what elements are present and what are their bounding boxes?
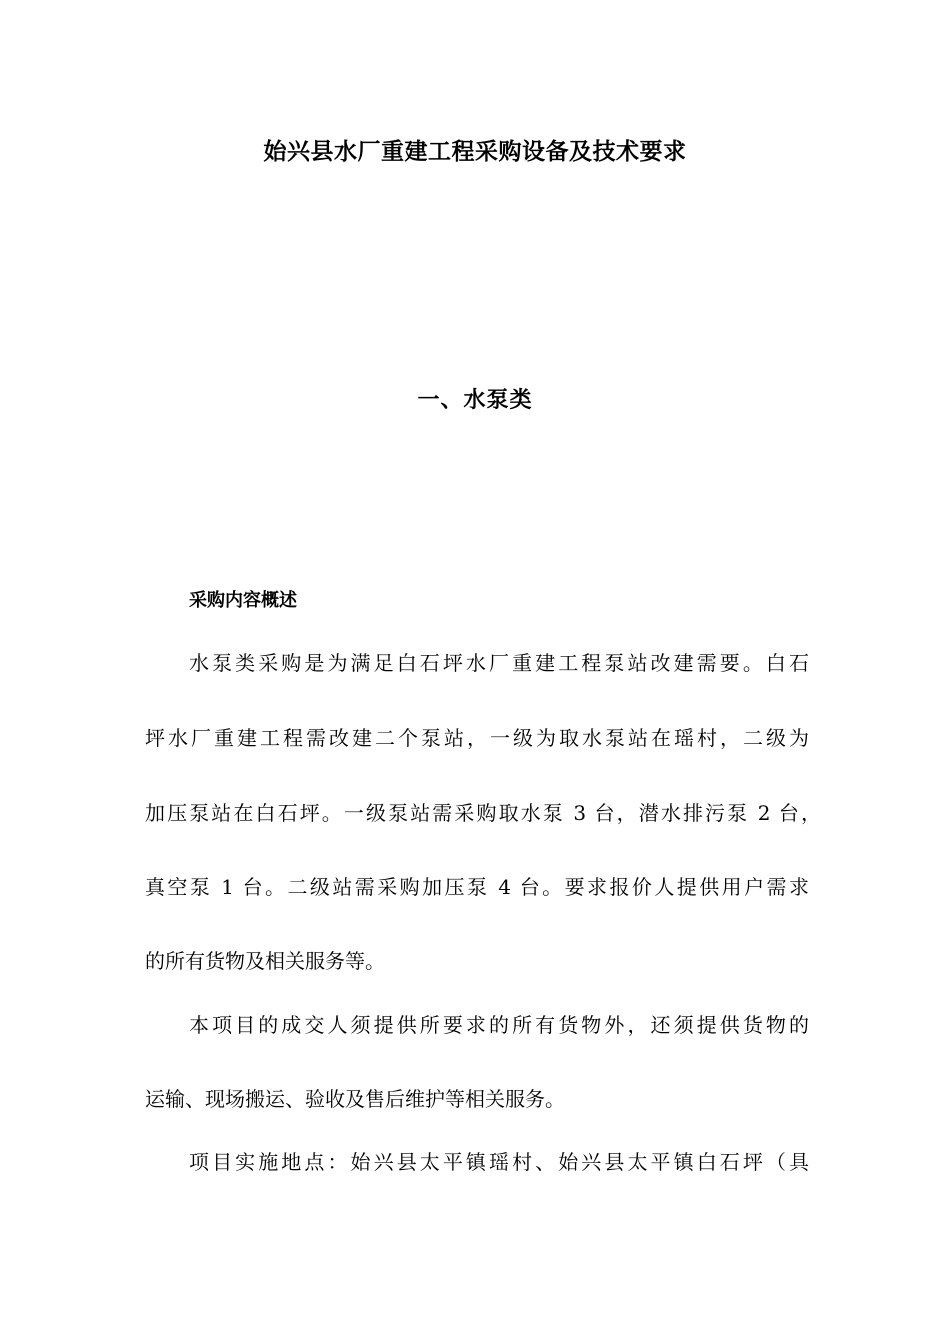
paragraph-2-line-2: 运输、现场搬运、验收及售后维护等相关服务。 [145,1087,565,1111]
paragraph-1-line-5: 的所有货物及相关服务等。 [145,949,385,973]
paragraph-1-line-4: 真空泵 1 台。二级站需采购加压泵 4 台。要求报价人提供用户需求 [145,875,809,899]
paragraph-1-line-2: 坪水厂重建工程需改建二个泵站，一级为取水泵站在瑶村，二级为 [145,726,809,750]
paragraph-3-line-1: 项目实施地点：始兴县太平镇瑶村、始兴县太平镇白石坪（具 [189,1150,809,1174]
section-heading: 一、水泵类 [417,388,533,413]
paragraph-1-line-3: 加压泵站在白石坪。一级泵站需采购取水泵 3 台，潜水排污泵 2 台， [145,801,821,825]
document-title: 始兴县水厂重建工程采购设备及技术要求 [263,139,687,165]
paragraph-2-line-1: 本项目的成交人须提供所要求的所有货物外，还须提供货物的 [189,1013,809,1037]
subheading: 采购内容概述 [189,590,297,611]
paragraph-1-line-1: 水泵类采购是为满足白石坪水厂重建工程泵站改建需要。白石 [189,651,809,675]
